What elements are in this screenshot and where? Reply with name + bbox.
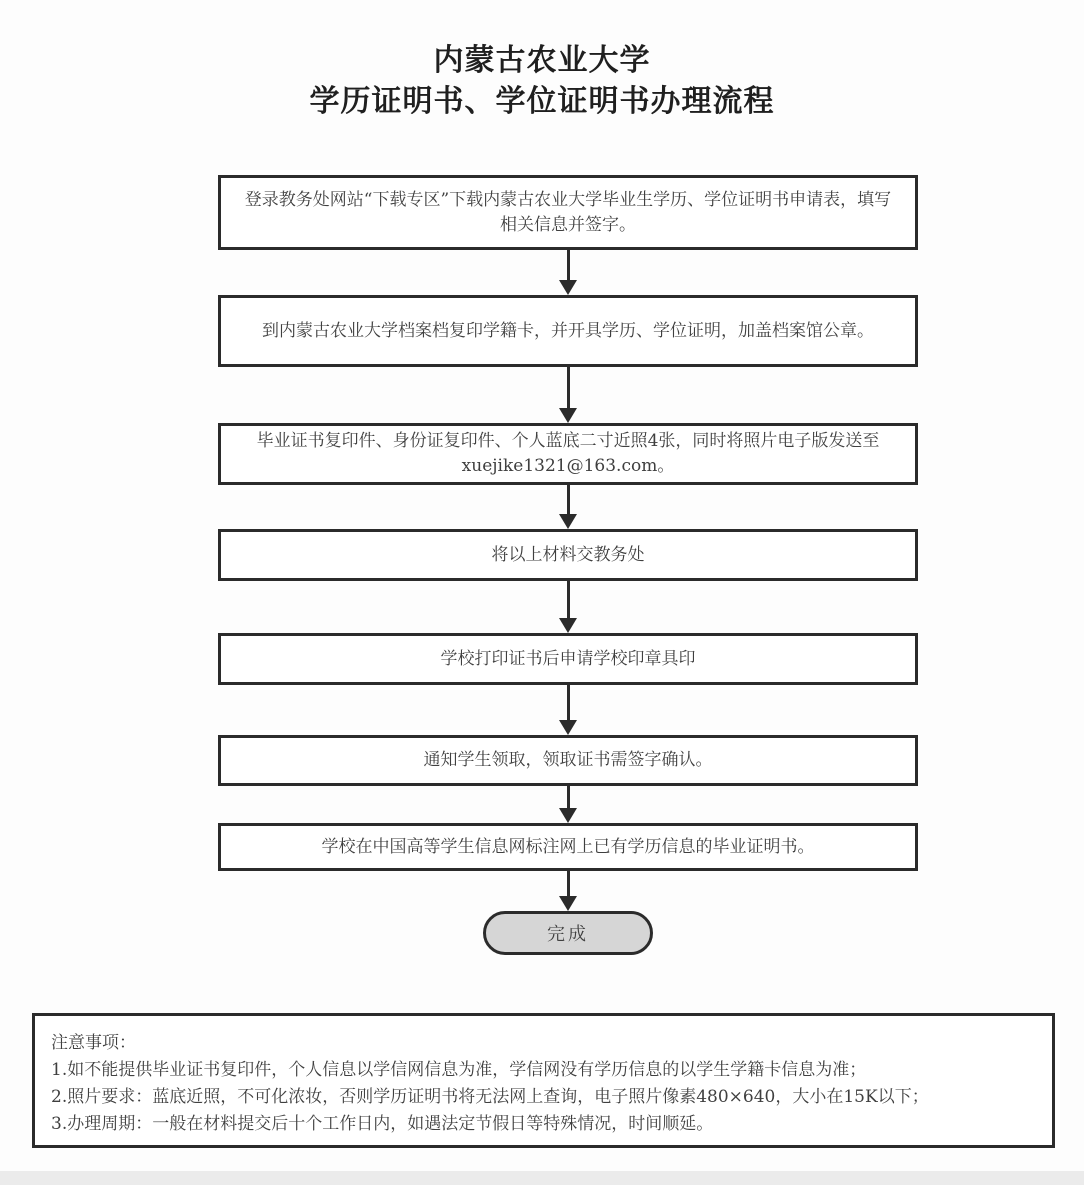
arrow-line — [567, 250, 570, 280]
notes-item-3: 3.办理周期：一般在材料提交后十个工作日内，如遇法定节假日等特殊情况，时间顺延。 — [51, 1114, 714, 1134]
flow-step-7-text: 学校在中国高等学生信息网标注网上已有学历信息的毕业证明书。 — [321, 836, 815, 857]
flow-step-3-text: 毕业证书复印件、身份证复印件、个人蓝底二寸近照4张，同时将照片电子版发送至 xuejike1321@163.com。 — [256, 431, 880, 476]
arrow-line — [567, 871, 570, 896]
flow-terminal-done — [483, 911, 653, 955]
arrow-line — [567, 685, 570, 720]
page-title-line1: 内蒙古农业大学 — [433, 43, 651, 78]
arrow-line — [567, 367, 570, 408]
arrow-head-icon — [559, 514, 577, 529]
down-arrow — [218, 485, 918, 529]
down-arrow — [218, 581, 918, 633]
arrow-head-icon — [559, 720, 577, 735]
down-arrow — [218, 685, 918, 735]
down-arrow — [218, 786, 918, 823]
flow-step-5-text: 学校打印证书后申请学校印章具印 — [440, 648, 696, 669]
notes-item-1: 1.如不能提供毕业证书复印件，个人信息以学信网信息为准，学信网没有学历信息的以学生学籍卡信息为准； — [51, 1060, 867, 1080]
page-bottom-edge — [0, 1171, 1084, 1185]
flow-step-1-text: 登录教务处网站“下载专区”下载内蒙古农业大学毕业生学历、学位证明书申请表，填写相关信息并签字。 — [244, 189, 892, 235]
flow-step-6-text: 通知学生领取，领取证书需签字确认。 — [423, 750, 713, 770]
flow-terminal-label: 完成 — [547, 924, 589, 945]
arrow-line — [567, 581, 570, 618]
down-arrow — [218, 871, 918, 911]
notes-heading: 注意事项： — [51, 1033, 136, 1053]
arrow-line — [567, 786, 570, 808]
flow-step-2-text: 到内蒙古农业大学档案档复印学籍卡，并开具学历、学位证明，加盖档案馆公章。 — [262, 320, 874, 341]
flowchart — [218, 175, 918, 955]
page-title-line2: 学历证明书、学位证明书办理流程 — [309, 84, 775, 119]
flow-step-7 — [218, 823, 918, 871]
arrow-head-icon — [559, 408, 577, 423]
flow-step-5 — [218, 633, 918, 685]
flow-step-2 — [218, 295, 918, 367]
flow-step-4 — [218, 529, 918, 581]
arrow-head-icon — [559, 280, 577, 295]
arrow-head-icon — [559, 896, 577, 911]
flow-step-6 — [218, 735, 918, 786]
arrow-line — [567, 485, 570, 514]
arrow-head-icon — [559, 808, 577, 823]
notes-item-2: 2.照片要求：蓝底近照，不可化浓妆，否则学历证明书将无法网上查询，电子照片像素480×640，大小在15K以下； — [51, 1087, 929, 1107]
down-arrow — [218, 367, 918, 423]
page-title — [0, 40, 1084, 122]
flow-step-1 — [218, 175, 918, 250]
flow-step-3 — [218, 423, 918, 485]
notes-box — [32, 1013, 1055, 1148]
arrow-head-icon — [559, 618, 577, 633]
down-arrow — [218, 250, 918, 295]
flow-step-4-text: 将以上材料交教务处 — [491, 544, 645, 565]
